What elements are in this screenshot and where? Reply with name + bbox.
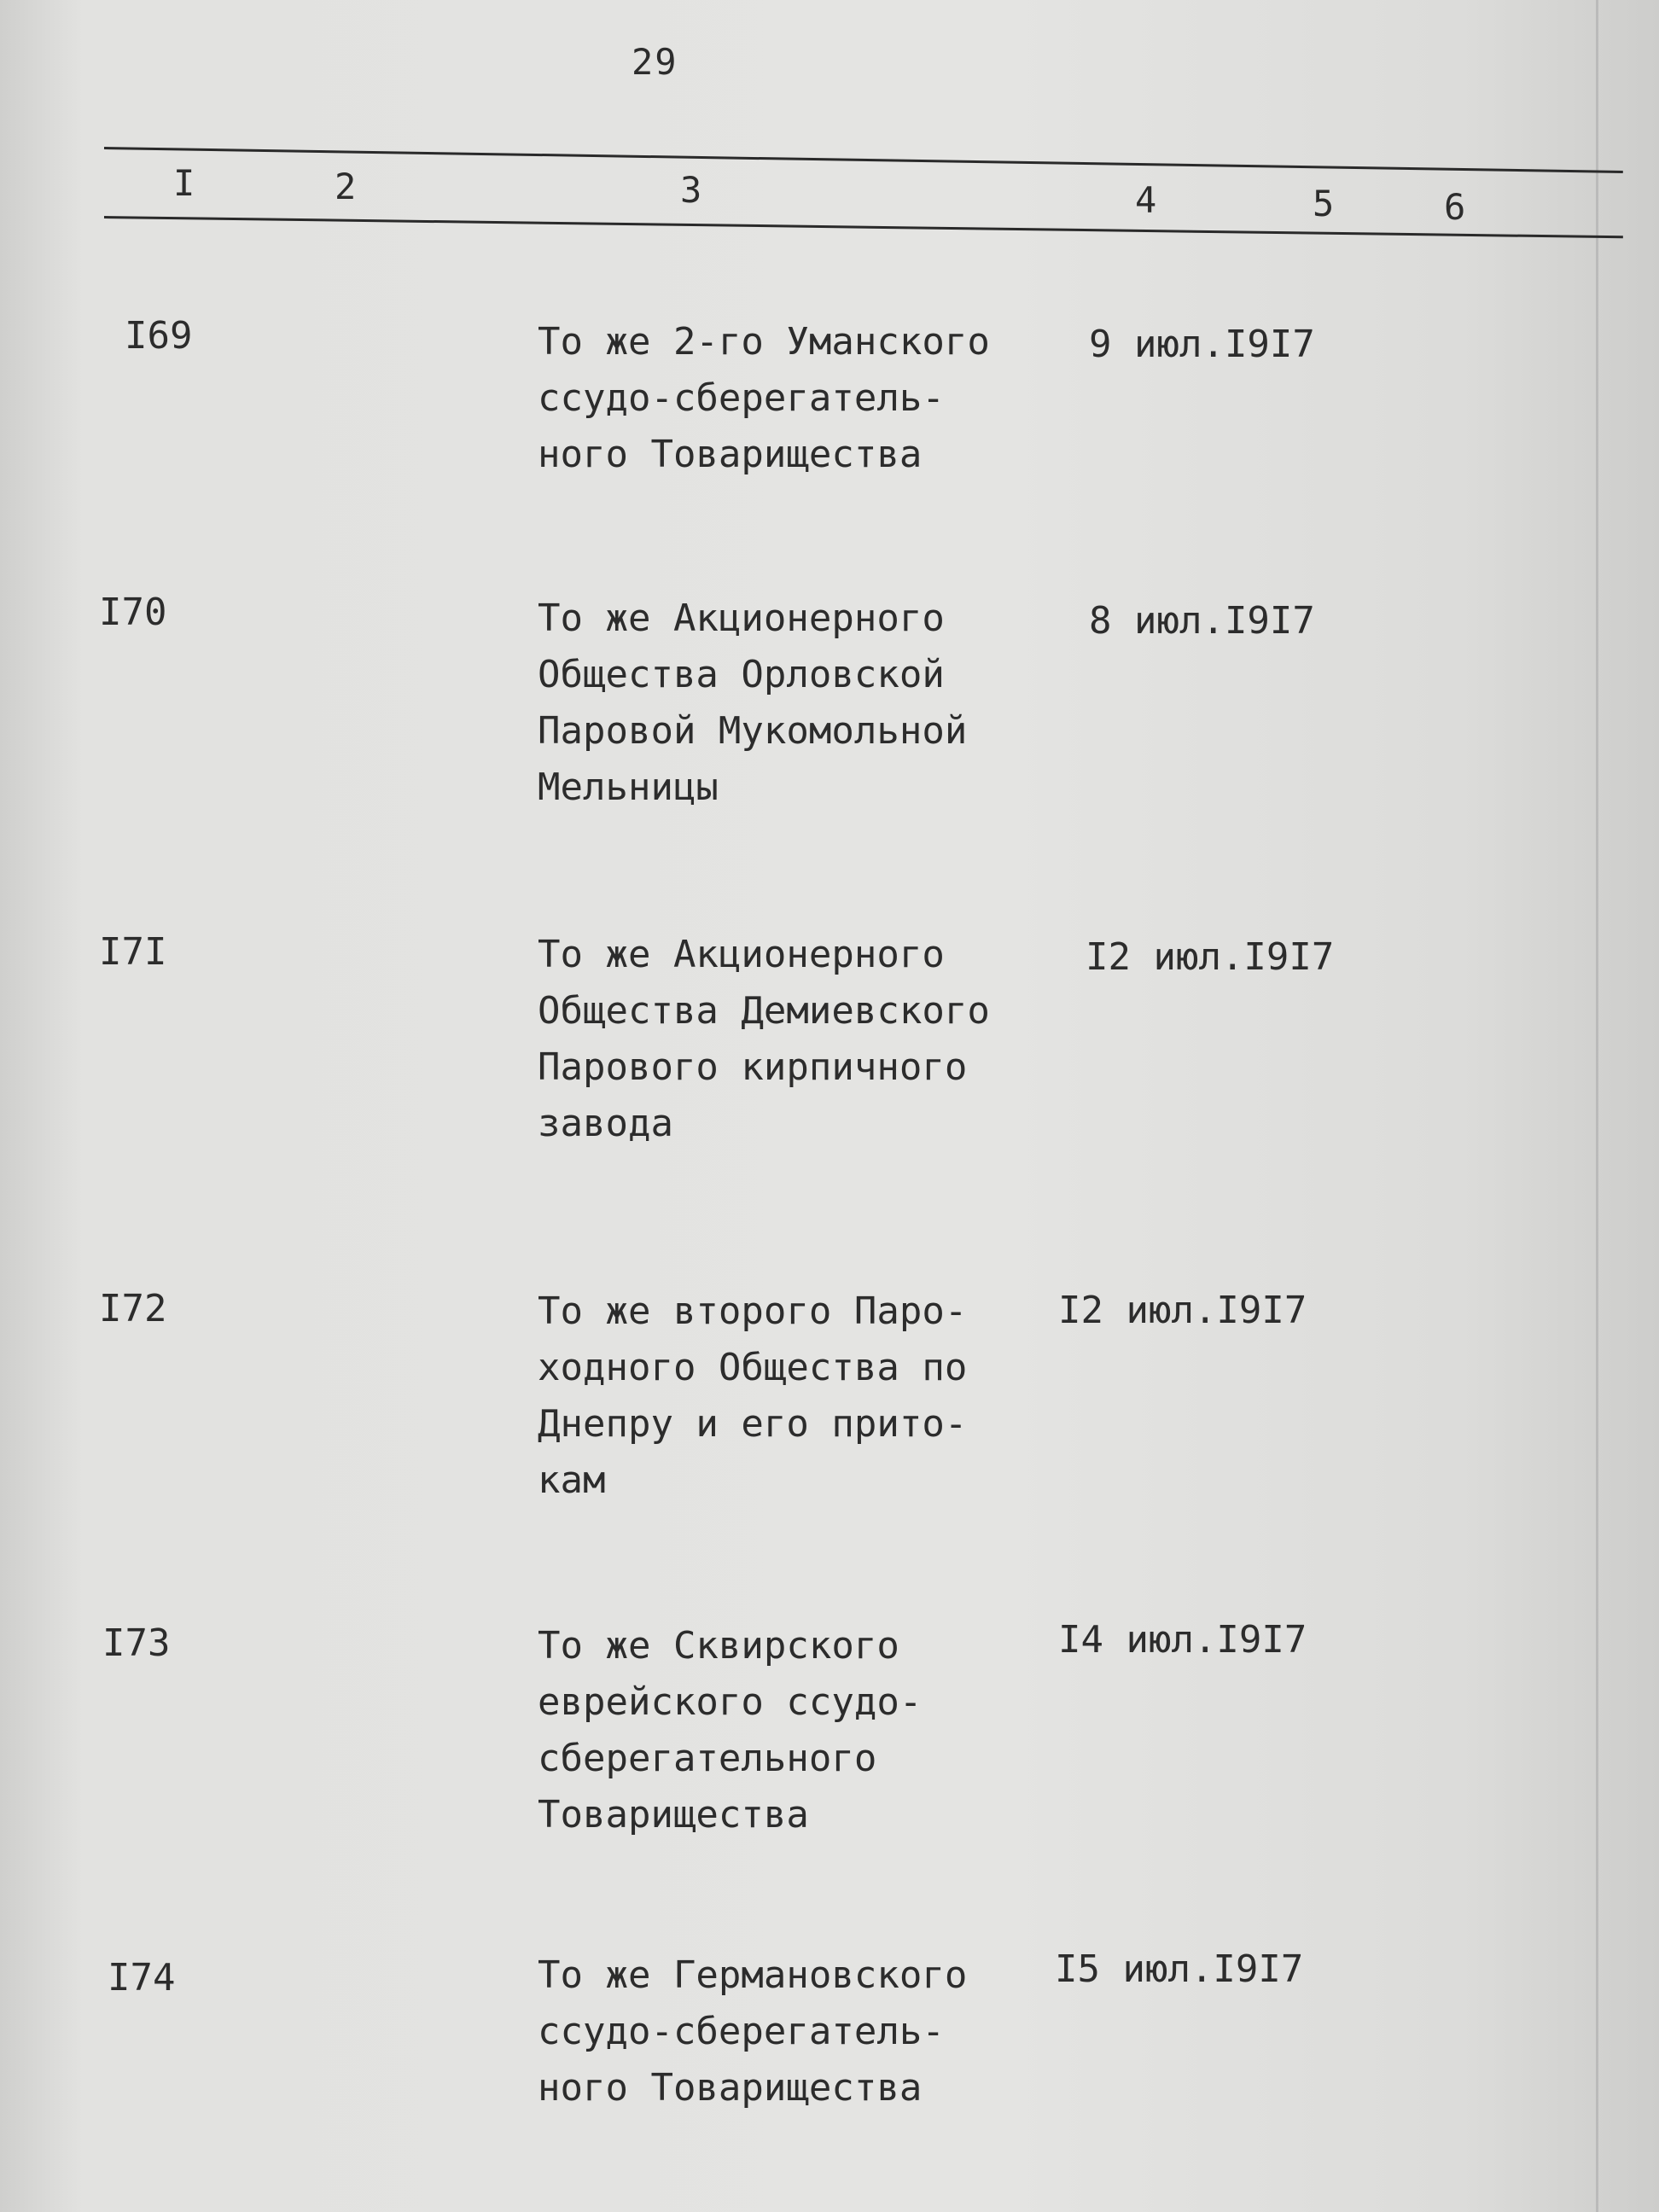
record-number: I72 <box>99 1287 167 1330</box>
description-line: То же Акционерного <box>538 597 945 640</box>
record-description <box>538 591 1067 816</box>
column-header-4: 4 <box>1135 179 1157 221</box>
record-date: 8 июл.I9I7 <box>1089 599 1315 643</box>
column-header-3: 3 <box>680 169 702 211</box>
record-number: I7I <box>99 930 167 974</box>
record-number: I70 <box>99 591 167 634</box>
description-line: То же Акционерного <box>538 933 945 976</box>
table-header-top-rule <box>104 147 1623 173</box>
description-line: То же 2-го Уманского <box>538 320 990 364</box>
description-line: То же Германовского <box>538 1953 968 1997</box>
description-line: Общества Демиевского <box>538 989 990 1033</box>
record-date: I2 июл.I9I7 <box>1086 935 1335 979</box>
page-fold-shadow <box>1596 0 1598 2212</box>
description-line: Днепру и его прито- <box>538 1402 968 1446</box>
description-line: Товарищества <box>538 1793 809 1837</box>
description-line: ного Товарищества <box>538 433 923 476</box>
page-number: 29 <box>632 41 678 83</box>
record-number: I69 <box>125 314 193 358</box>
description-line: ного Товарищества <box>538 2066 923 2110</box>
record-number: I74 <box>108 1956 176 2000</box>
column-header-5: 5 <box>1313 183 1335 224</box>
table-header-bottom-rule <box>104 216 1623 238</box>
description-line: ходного Общества по <box>538 1346 968 1389</box>
description-line: То же Сквирского <box>538 1624 899 1668</box>
description-line: еврейского ссудо- <box>538 1680 923 1724</box>
record-date: 9 июл.I9I7 <box>1089 323 1315 366</box>
record-description <box>538 314 1067 483</box>
record-date: I5 июл.I9I7 <box>1055 1947 1304 1991</box>
record-description <box>538 927 1067 1152</box>
record-date: I2 июл.I9I7 <box>1058 1289 1307 1332</box>
description-line: ссудо-сберегатель- <box>538 2010 945 2053</box>
column-header-1: I <box>173 162 195 204</box>
description-line: То же второго Паро- <box>538 1289 968 1333</box>
record-number: I73 <box>102 1621 171 1665</box>
column-header-6: 6 <box>1444 186 1466 228</box>
record-description <box>538 1947 1067 2116</box>
description-line: Общества Орловской <box>538 653 945 696</box>
description-line: сберегательного <box>538 1737 877 1780</box>
description-line: Мельницы <box>538 765 719 809</box>
column-header-2: 2 <box>335 166 357 207</box>
description-line: Паровой Мукомольной <box>538 709 968 753</box>
description-line: завода <box>538 1102 673 1145</box>
description-line: ссудо-сберегатель- <box>538 376 945 420</box>
record-description <box>538 1284 1067 1509</box>
record-date: I4 июл.I9I7 <box>1058 1618 1307 1662</box>
description-line: Парового кирпичного <box>538 1045 968 1089</box>
description-line: кам <box>538 1458 606 1502</box>
record-description <box>538 1618 1067 1843</box>
